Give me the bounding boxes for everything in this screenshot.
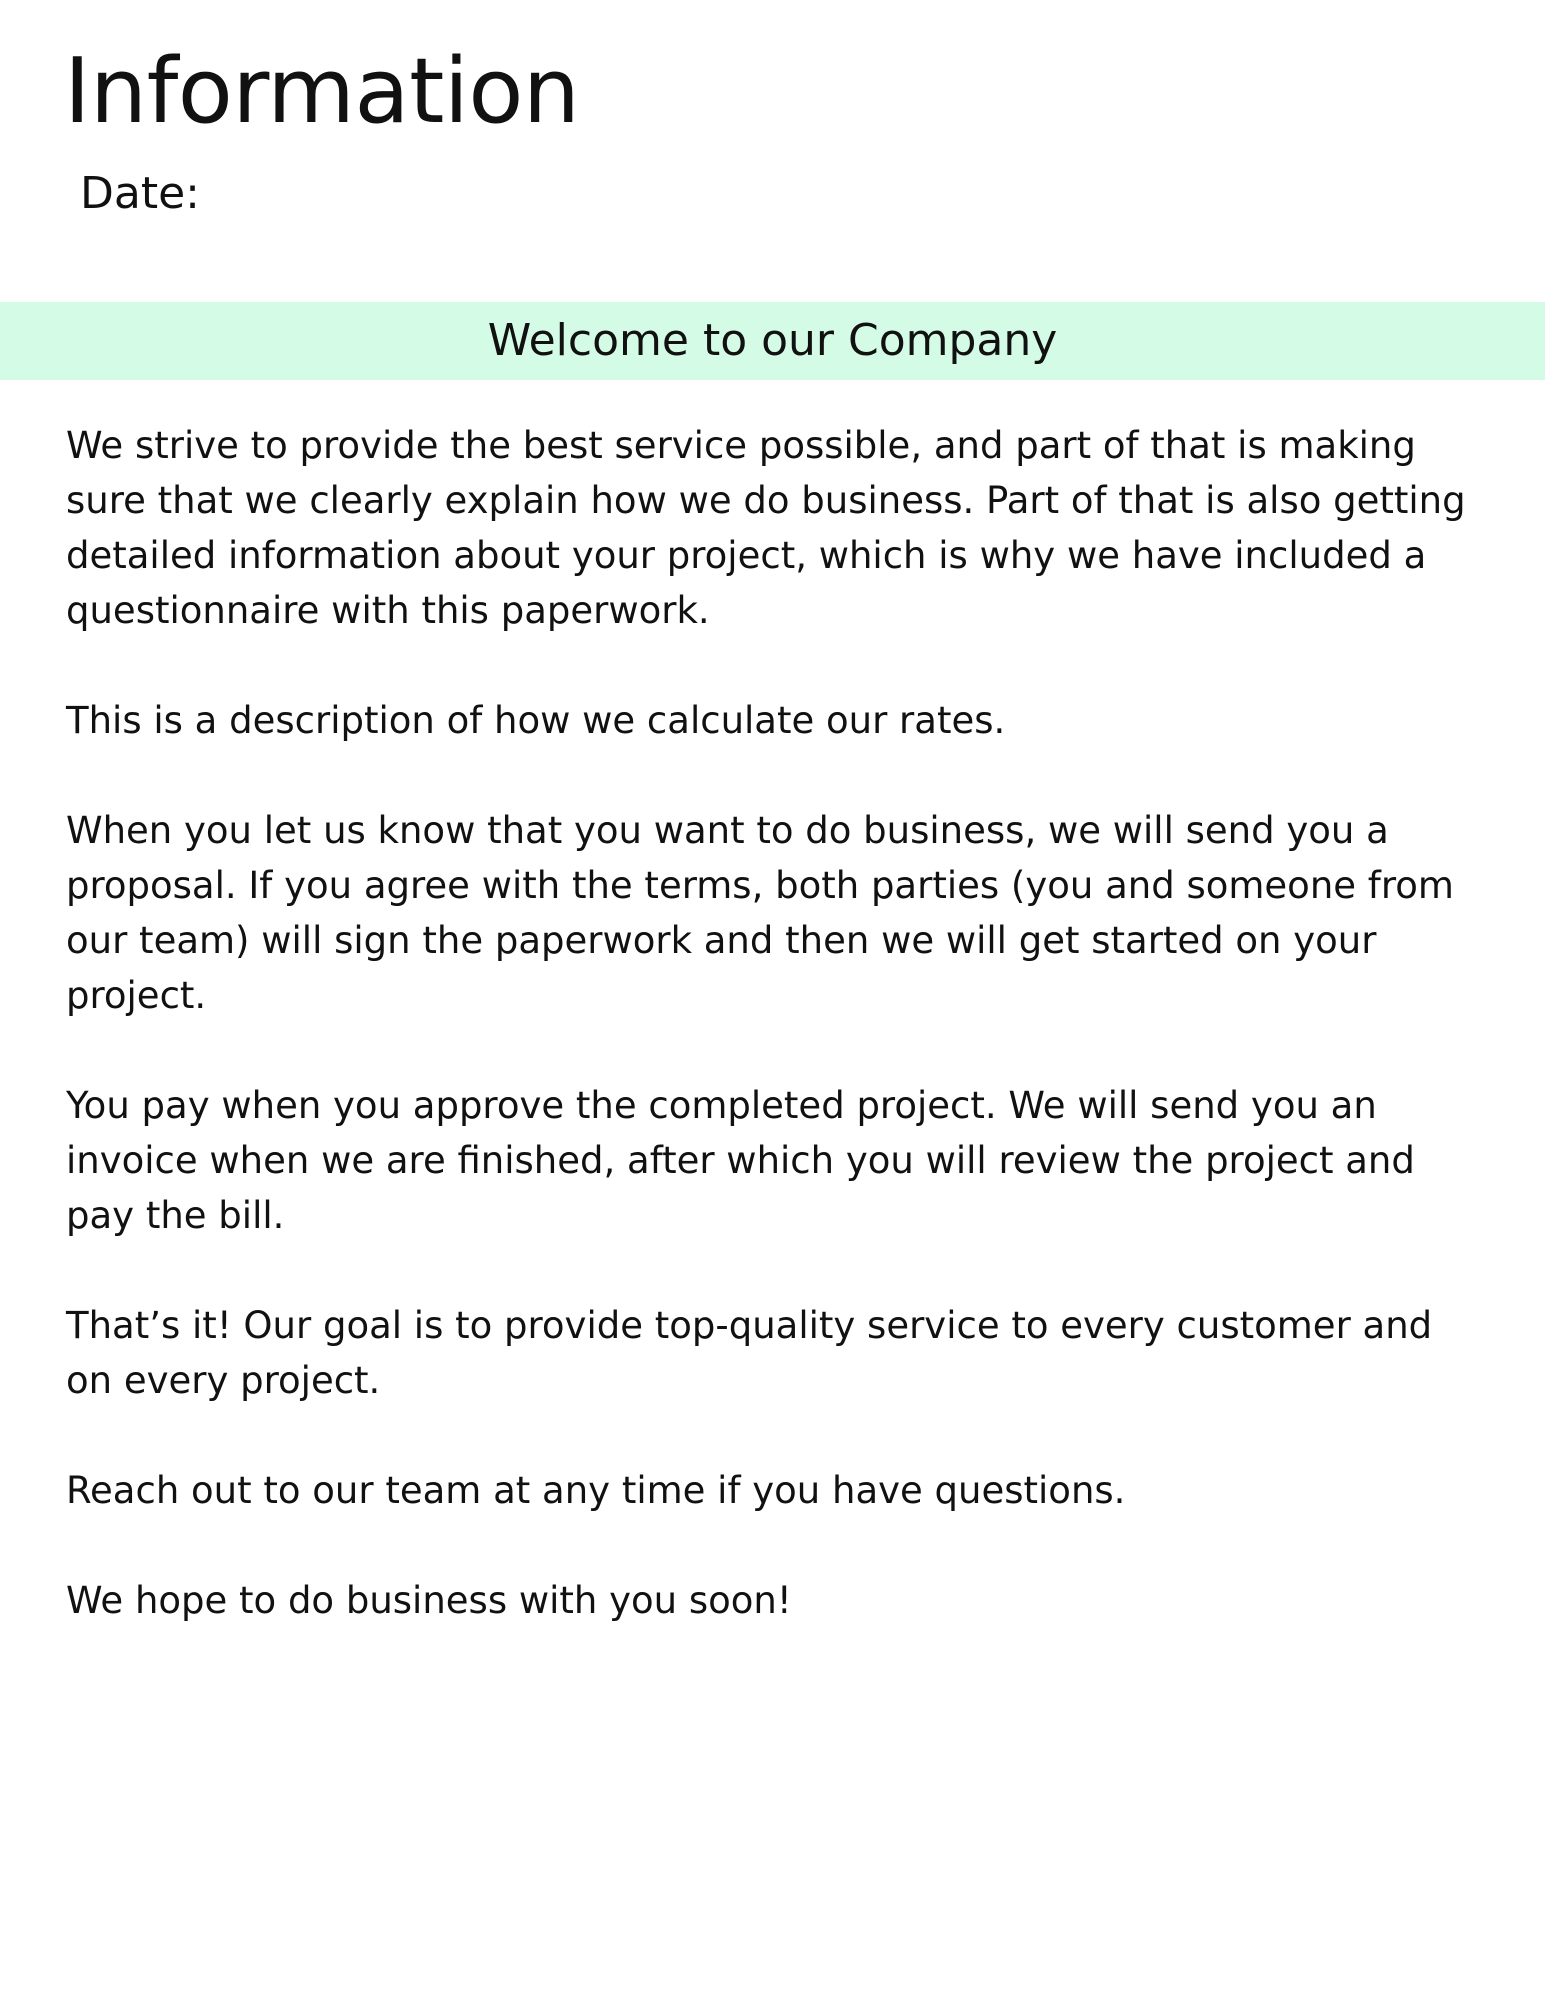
document-title: Information xyxy=(64,39,580,144)
date-label: Date: xyxy=(80,168,200,219)
welcome-banner xyxy=(0,302,1545,380)
paragraph-proposal: When you let us know that you want to do business, we will send you a proposal. If you agree with the terms, both parties (you and someone from our team) will sign the paperwork and then we will get started on your project. xyxy=(66,809,1454,1017)
paragraph-payment: You pay when you approve the completed project. We will send you an invoice when we are finished, after which you will review the project and pay the bill. xyxy=(66,1084,1415,1237)
paragraph-contact: Reach out to our team at any time if you have questions. xyxy=(66,1469,1126,1512)
paragraph-closing: We hope to do business with you soon! xyxy=(66,1579,792,1622)
paragraph-rates: This is a description of how we calculate our rates. xyxy=(66,699,1006,742)
paragraph-intro: We strive to provide the best service possible, and part of that is making sure that we clearly explain how we do business. Part of that is also getting detailed information about your project, which is why we have included a questionnaire with this paperwork. xyxy=(66,424,1466,632)
paragraph-goal: That’s it! Our goal is to provide top-quality service to every customer and on every project. xyxy=(66,1304,1433,1402)
body-text xyxy=(66,418,1486,1683)
welcome-banner-text: Welcome to our Company xyxy=(487,315,1058,366)
